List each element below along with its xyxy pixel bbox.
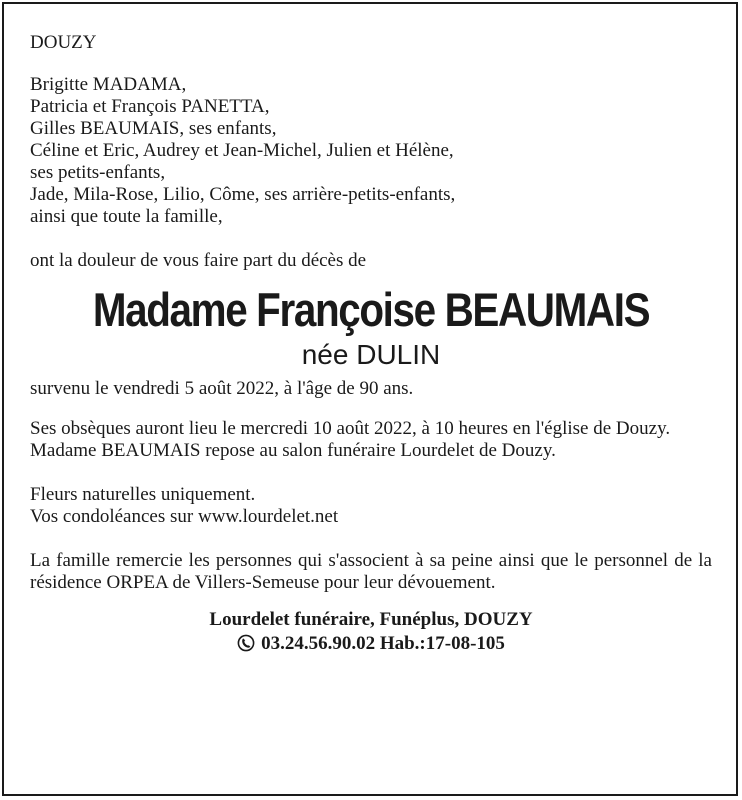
deceased-name: Madame Françoise BEAUMAIS (92, 283, 650, 336)
funeral-home-name: Lourdelet funéraire, Funéplus, DOUZY (209, 609, 533, 630)
family-line: Gilles BEAUMAIS, ses enfants, (30, 118, 277, 139)
family-line: ainsi que toute la famille, (30, 206, 223, 227)
funeral-home-phone: 03.24.56.90.02 Hab.:17-08-105 (261, 633, 505, 654)
maiden-name: née DULIN (301, 339, 441, 370)
funeral-text: Ses obsèques auront lieu le mercredi 10 août 2022, à 10 heures en l'église de Douzy. (30, 418, 671, 439)
family-line: Céline et Eric, Audrey et Jean-Michel, Julien et Hélène, (30, 140, 454, 161)
funeral-details (30, 418, 712, 462)
flowers-section (30, 484, 712, 528)
resting-place: Madame BEAUMAIS repose au salon funéraire Lourdelet de Douzy. (30, 440, 556, 461)
obituary-notice (2, 2, 738, 796)
family-line: Jade, Mila-Rose, Lilio, Côme, ses arrière-petits-enfants, (30, 184, 456, 205)
location: DOUZY (30, 32, 97, 53)
family-line: Brigitte MADAMA, (30, 74, 187, 95)
flowers-note: Fleurs naturelles uniquement. (30, 484, 256, 505)
condolences-note: Vos condoléances sur www.lourdelet.net (30, 506, 339, 527)
announcement: ont la douleur de vous faire part du décès de (30, 250, 367, 271)
family-line: Patricia et François PANETTA, (30, 96, 270, 117)
family-list (30, 74, 712, 228)
funeral-home (30, 608, 712, 659)
family-line: ses petits-enfants, (30, 162, 166, 183)
funeral-home-phone-line (30, 632, 712, 659)
telephone-icon (237, 634, 255, 659)
notice-content (30, 32, 712, 659)
death-info: survenu le vendredi 5 août 2022, à l'âge de 90 ans. (30, 378, 414, 399)
thanks-paragraph: La famille remercie les personnes qui s'associent à sa peine ainsi que le personnel de la résidence ORPEA de Villers-Semeuse pour leur dévouement. (30, 550, 712, 593)
